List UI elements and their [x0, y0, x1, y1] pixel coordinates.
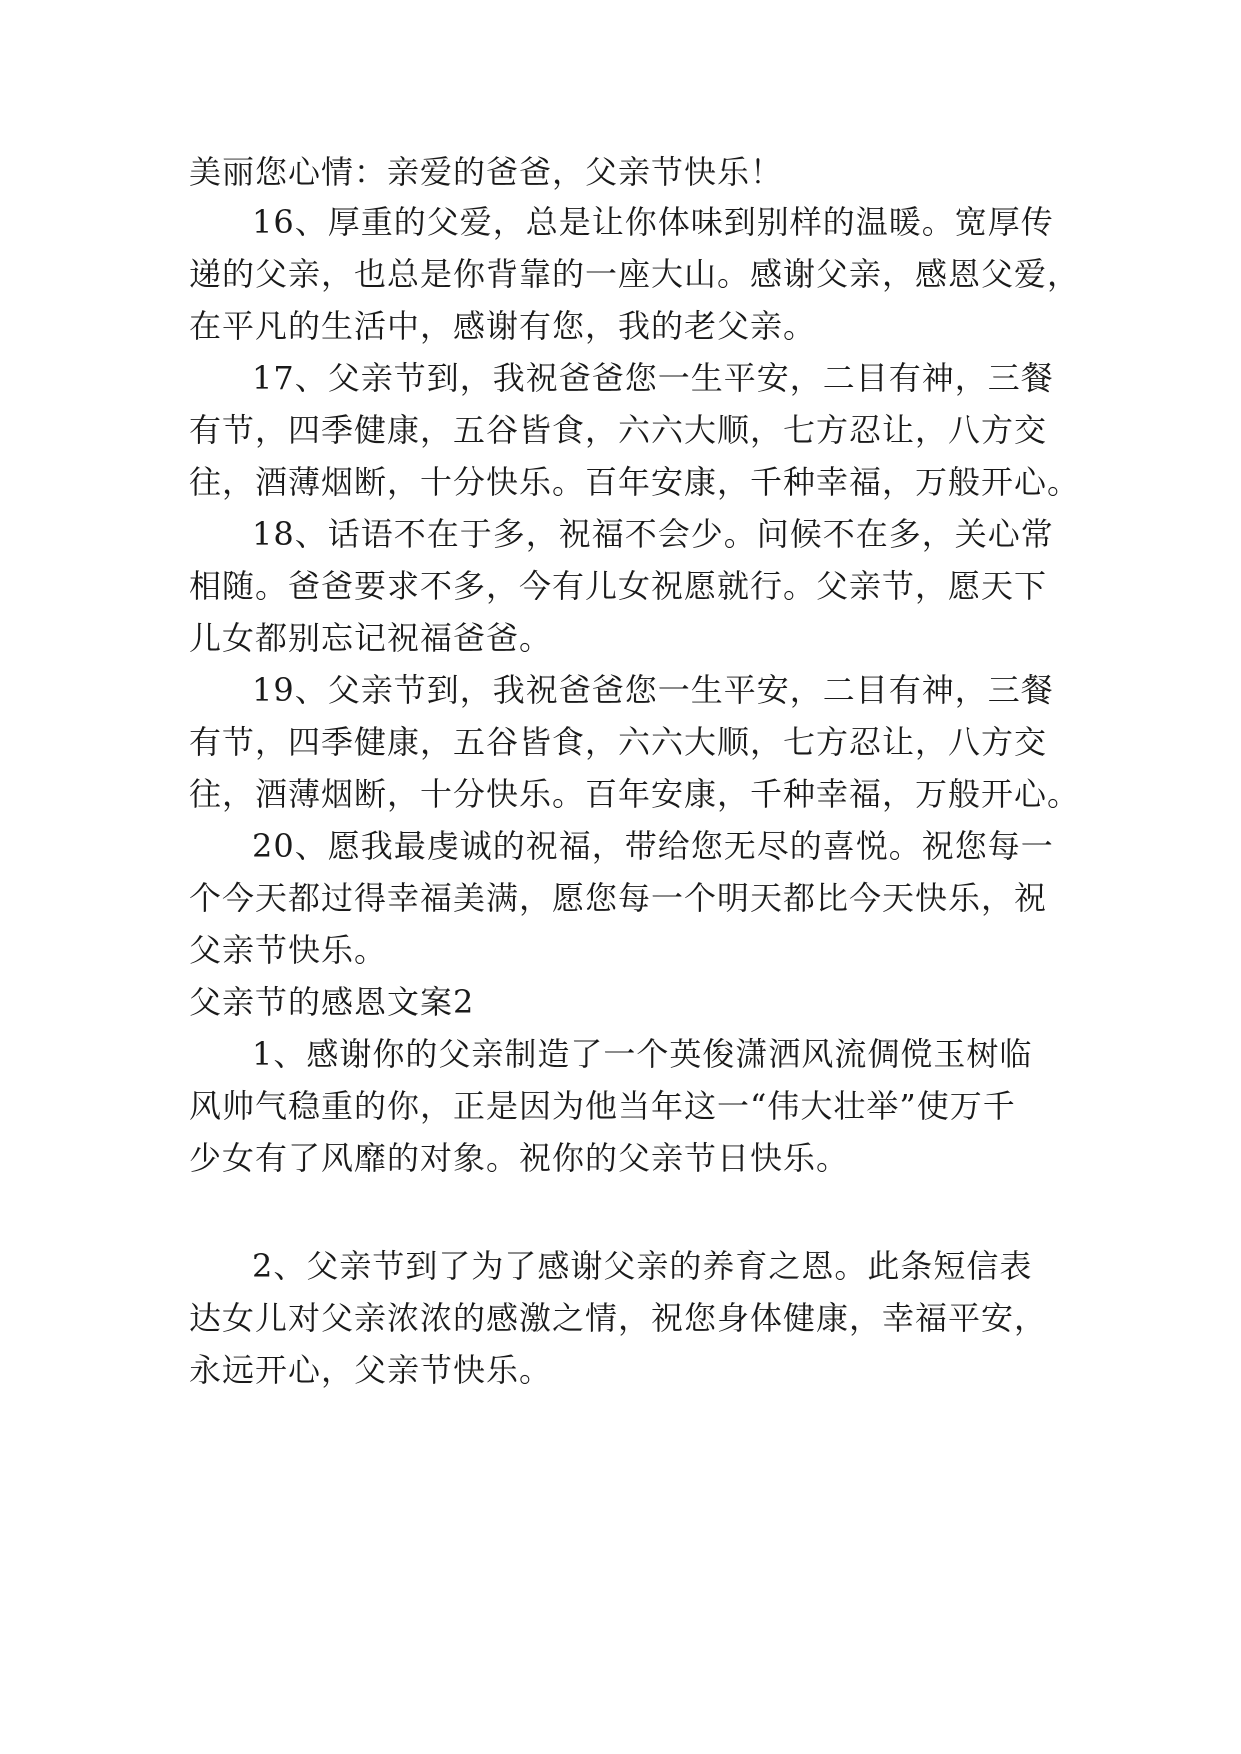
text-line: 少女有了风靡的对象。祝你的父亲节日快乐。	[189, 1139, 850, 1177]
text-line: 有节，四季健康，五谷皆食，六六大顺，七方忍让，八方交	[189, 723, 1048, 761]
text-line: 个今天都过得幸福美满，愿您每一个明天都比今天快乐，祝	[189, 879, 1048, 917]
text-line: 有节，四季健康，五谷皆食，六六大顺，七方忍让，八方交	[189, 411, 1048, 449]
paragraph-19-start: 19、父亲节到，我祝爸爸您一生平安，二目有神，三餐	[252, 671, 1054, 709]
text-line: 往，酒薄烟断，十分快乐。百年安康，千种幸福，万般开心。	[189, 463, 1081, 501]
text-line: 递的父亲，也总是你背靠的一座大山。感谢父亲，感恩父爱，	[189, 255, 1081, 293]
paragraph-18-start: 18、话语不在于多，祝福不会少。问候不在多，关心常	[252, 515, 1054, 553]
text-line: 相随。爸爸要求不多，今有儿女祝愿就行。父亲节，愿天下	[189, 567, 1048, 605]
text-line: 在平凡的生活中，感谢有您，我的老父亲。	[189, 307, 817, 345]
text-line: 美丽您心情：亲爱的爸爸，父亲节快乐！	[189, 153, 784, 191]
text-line: 往，酒薄烟断，十分快乐。百年安康，千种幸福，万般开心。	[189, 775, 1081, 813]
paragraph-1-start: 1、感谢你的父亲制造了一个英俊潇洒风流倜傥玉树临	[252, 1035, 1033, 1073]
text-line: 达女儿对父亲浓浓的感激之情，祝您身体健康，幸福平安，	[189, 1299, 1048, 1337]
paragraph-2-start: 2、父亲节到了为了感谢父亲的养育之恩。此条短信表	[252, 1247, 1033, 1285]
paragraph-16-start: 16、厚重的父爱，总是让你体味到别样的温暖。宽厚传	[252, 203, 1054, 241]
text-line: 风帅气稳重的你，正是因为他当年这一“伟大壮举”使万千	[189, 1087, 1016, 1125]
text-line: 儿女都别忘记祝福爸爸。	[189, 619, 553, 657]
section-heading: 父亲节的感恩文案2	[189, 983, 475, 1021]
text-line: 永远开心，父亲节快乐。	[189, 1351, 553, 1389]
text-line: 父亲节快乐。	[189, 931, 388, 969]
paragraph-20-start: 20、愿我最虔诚的祝福，带给您无尽的喜悦。祝您每一	[252, 827, 1054, 865]
paragraph-17-start: 17、父亲节到，我祝爸爸您一生平安，二目有神，三餐	[252, 359, 1054, 397]
